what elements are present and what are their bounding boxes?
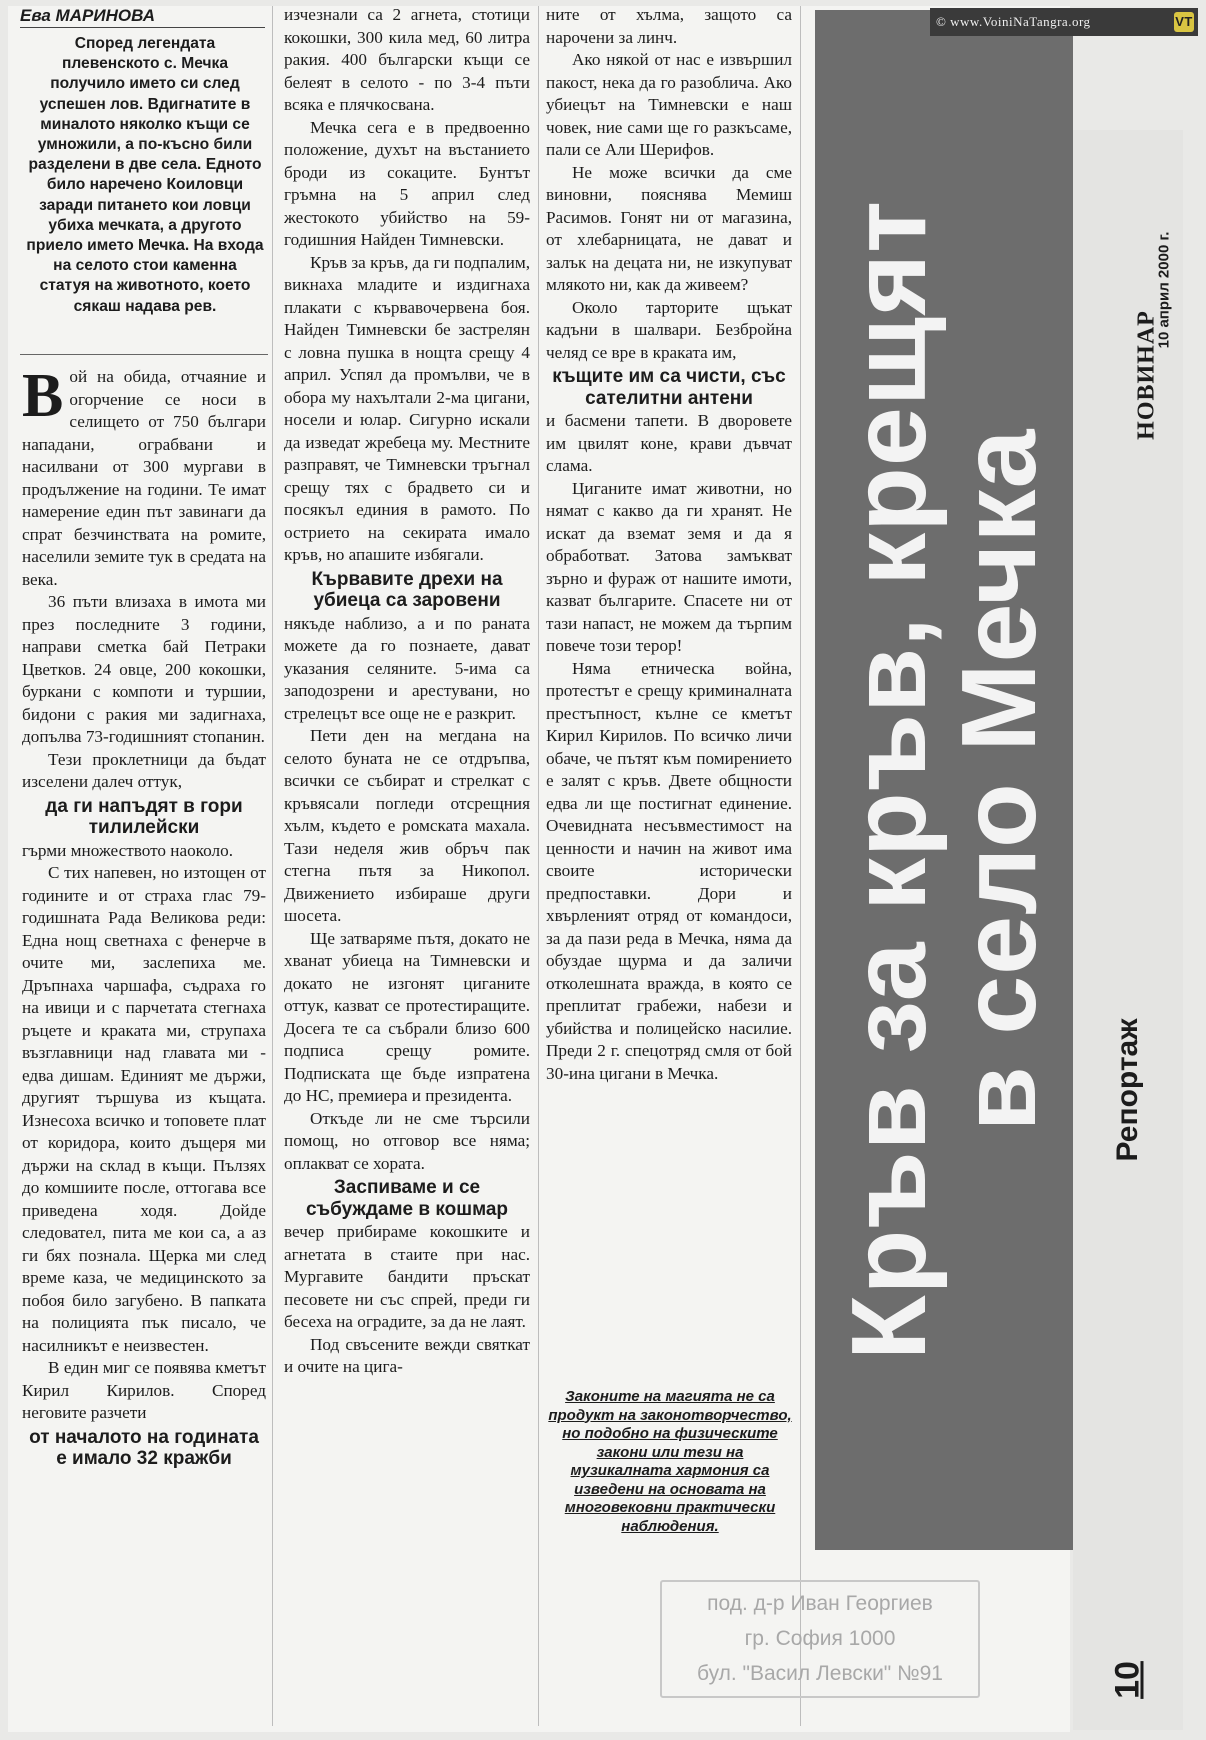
article-column-3 [546, 4, 792, 1380]
body-paragraph: В един миг се появява кметът Кирил Кирилов. Според неговите разчети [22, 1358, 266, 1422]
page-number [1108, 1650, 1148, 1710]
rubric-text: Репортаж [1111, 1018, 1144, 1162]
subheading: Кървавите дрехи на убиеца са заровени [311, 568, 503, 611]
subheading: от началото на годината е имало 32 кражби [29, 1426, 259, 1469]
rubric-label [1108, 960, 1148, 1220]
column-rule [538, 6, 539, 1726]
body-paragraph: Откъде ли не сме търсили помощ, но отговор все няма; оплакват се хората. [284, 1108, 530, 1173]
headline-line-2: в село Мечка [940, 428, 1058, 1132]
body-paragraph: Около тарторите щъкат кадъни в шалвари. Безбройна челяд се вре в краката им, [546, 297, 792, 362]
column-rule [800, 6, 801, 1726]
body-paragraph: Мечка сега е в предвоенно положение, духът на въстанието броди из сокаците. Бунтът гръмна на 5 април след жестокото убийство на 59-годишния Найден Тимневски. [284, 117, 530, 249]
body-text: ой на обида, отчаяние и огорчение се носи в селището от 750 българи нападани, ограбвани и насилвани от 300 мургави в продължение на години. Те имат намерение един път завинаги да спрат безчинствата на ромите, населили земите тук в средата на века. [22, 367, 266, 589]
library-stamp [660, 1580, 980, 1698]
body-paragraph: вечер прибираме кокошките и агнетата в стаите при нас. Мургавите бандити пръскат песовете ни със спрей, преди ги бесеха на оградите, за да не лаят. [284, 1222, 530, 1331]
subheading: къщите им са чисти, със сателитни антени [552, 366, 786, 409]
headline-line-1: Кръв за кръв, крещят [830, 199, 948, 1361]
issue-date [1154, 160, 1174, 420]
stamp-line: гр. София 1000 [744, 1627, 896, 1650]
stamp-line: под. д-р Иван Георгиев [707, 1592, 933, 1615]
body-paragraph: С тих напевен, но изтощен от годините и от страха глас 79-годишната Рада Великова реди: Една нощ светнаха с фенерче в очите ми, заслепиха ме. Дръпнаха чаршафа, съдраха го на ивици и с парчетата стегнаха ръцете и краката ми, струпаха възглавници над главата ми - едва дишам. Единият ме държи, другият тършува из къщата. Изнесоха всичко и топовете плат от коридора, които дъщеря ми държи на склад в къщи. Пълзях до комшиите после, оттогава все приведена ходя. Дойде следовател, пита ме кои са, а аз ги бях познала. Щерка ми след време каза, че медицинското за побоя било загубено. В папката на полицията пък писало, че насилникът е неизвестен. [22, 863, 266, 1355]
sidebar-quote: Законите на магията не са продукт на законотворчество, но подобно на физическите закони или тези на музикалната хармония са изведени на основата на многовековни практически наблюдения. [548, 1388, 792, 1535]
body-paragraph: Няма етническа война, протестът е срещу криминалната престъпност, кълне се кметът Кирил Кирилов. По всичко личи обаче, че пътят към помирението е залят с кръв. Двете общности едва ли ще постигнат единение. Очевидната несъвместимост на ценности и начин на живот има своите исторически предпоставки. Дори и хвърленият отряд от командоси, за да пази реда в Мечка, няма да обуздае щурма и да заличи отколешната вражда, в която се преплитат грабежи, набези и убийства и полицейско насилие. Преди 2 г. спецотряд смля от бой 30-ина цигани в Мечка. [546, 658, 792, 1083]
column-rule [272, 6, 273, 1726]
body-paragraph: ните от хълма, защото са нарочени за линч. [546, 5, 792, 47]
body-paragraph: някъде наблизо, а и по раната можете да го познаете, дават указания селяните. 5-има са заподозрени и арестувани, но стрелецът все още не е разкрит. [284, 613, 530, 723]
headline [830, 30, 1058, 1530]
body-paragraph: Кръв за кръв, да ги подпалим, викнаха младите и издигнаха плакати с кървавочервена боя. Найден Тимневски бе застрелян с ловна пушка в нощта срещу 4 април. Успял да промълви, че в обора му нахълтали 2-ма цигани, носели и юлар. Сигурно искали да изведат жребеца му. Местните разправят, че Тимневски тръгнал срещу тях с брадвето си и посякъл единия в рамото. По острието на секирата имало кръв, но апашите избягали. [284, 252, 530, 564]
lead-divider [20, 354, 268, 355]
page-number-text: 10 [1108, 1661, 1147, 1699]
body-paragraph: Ще затваряме пътя, докато не хванат убиеца на Тимневски и докато не изгонят циганите оттук, казват се протестиращите. Досега те са събрали близо 600 подписа срещу ромите. Подписката ще бъде изпратена до НС, премиера и президента. [284, 928, 530, 1105]
article-column-1 [22, 366, 266, 1728]
body-paragraph: Не може всички да сме виновни, пояснява Мемиш Расимов. Гонят ни от магазина, от хлебарницата, не дават и залък на децата ни, не изкупуват млякото ни, как да живеем? [546, 162, 792, 294]
body-paragraph: и басмени тапети. В дворовете им цвилят коне, крави дъвчат слама. [546, 411, 792, 475]
drop-cap: В [22, 366, 64, 430]
body-paragraph: Циганите имат животни, но нямат с какво да ги хранят. Не искат да вземат земя и да я обработват. Затова замъкват зърно и фураж от нашите имоти, казват българите. Спасете ни от тази напаст, не можем да търпим повече този терор! [546, 478, 792, 655]
body-paragraph: гърми множеството наоколо. [22, 840, 233, 860]
byline: Ева МАРИНОВА [20, 6, 265, 28]
issue-date-text: 10 април 2000 г. [1155, 231, 1173, 349]
article-column-2 [284, 4, 530, 1728]
body-paragraph: Ако някой от нас е извършил пакост, нека да го разоблича. Ако убиецът на Тимневски е наш човек, ние сами ще го разкъсаме, пали се Али Шерифов. [546, 50, 792, 159]
headline-banner [815, 10, 1073, 1550]
body-paragraph [22, 366, 266, 591]
stamp-line: бул. "Васил Левски" №91 [697, 1662, 943, 1685]
lead-paragraph: Според легендата плевенското с. Мечка получило името си след успешен лов. Вдигнатите в миналото няколко къщи се умножили, а по-късно били разделени в две села. Едното било наречено Коиловци заради питането кои ловци убиха мечката, а другото приело името Мечка. На входа на селото стои каменна статуя на животното, което сякаш надава рев. [26, 35, 264, 315]
subheading: да ги напъдят в гори тилилейски [45, 795, 243, 838]
body-paragraph: Тези проклетници да бъдат изселени далеч оттук, [22, 749, 266, 791]
site-logo-icon: VT [1174, 12, 1194, 32]
subheading: Заспиваме и се събуждаме в кошмар [305, 1177, 509, 1220]
body-paragraph: изчезнали са 2 агнета, стотици кокошки, 300 кила мед, 60 литра ракия. 400 български къщи се белеят в селото - по 3-4 пъти всяка е плячкосвана. [284, 5, 530, 114]
body-paragraph: Пети ден на мегдана на селото буната не се отдръпва, всички се събират и стрелкат с кръвясали погледи отсрещния хълм, където е ромската махала. Тази неделя жив обръч пак стегна пътя за Никопол. Движението избираше други шосета. [284, 726, 530, 925]
body-paragraph: Под свъсените вежди святкат и очите на цига- [284, 1334, 530, 1376]
site-credit-text[interactable]: © www.VoiniNaTangra.org [936, 14, 1091, 29]
body-paragraph: 36 пъти влизаха в имота ми през последните 3 години, направи сметка бай Петраки Цветков. 24 овце, 200 кокошки, буркани с компоти и туршии, бидони с ракия ми задигнаха, допълва 73-годишният стопанин. [22, 592, 266, 746]
masthead-title: НОВИНАР [1133, 310, 1160, 440]
site-credit-badge[interactable] [930, 8, 1198, 36]
